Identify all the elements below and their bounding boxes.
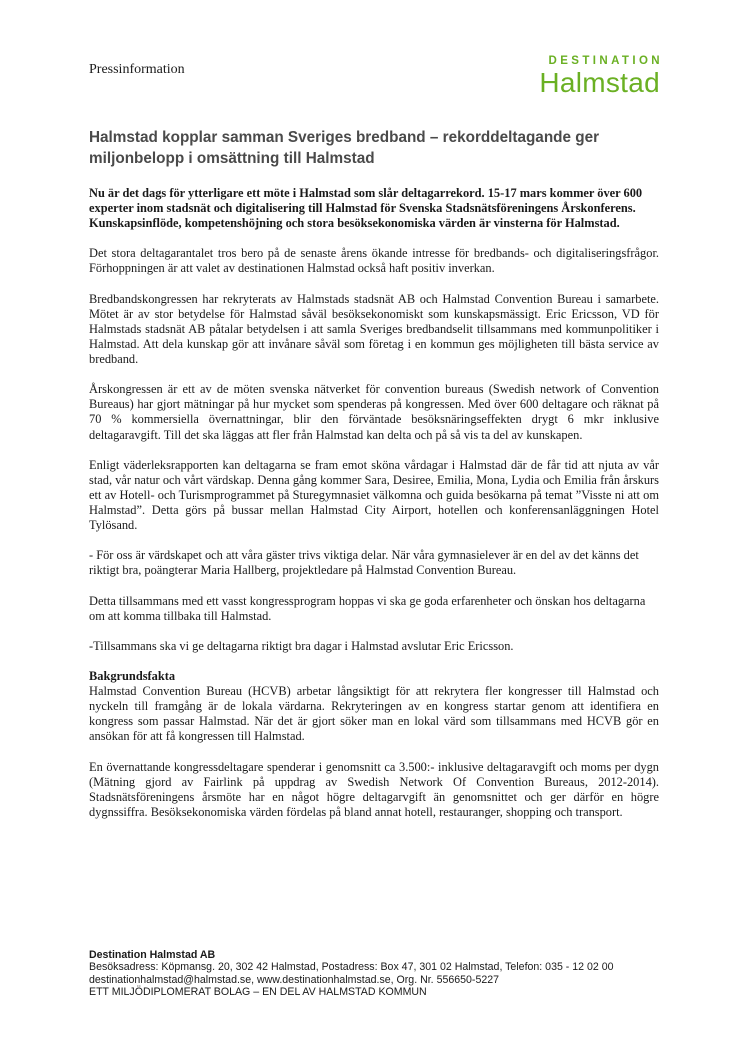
article-body — [89, 186, 659, 835]
document-type-label: Pressinformation — [89, 62, 185, 77]
press-release-title: Halmstad kopplar samman Sveriges bredband – rekorddeltagande ger miljonbelopp i omsättning till Halmstad — [89, 129, 600, 167]
quote-paragraph: - För oss är värdskapet och att våra gäster trivs viktiga delar. När våra gymnasielever är en del av det känns det riktigt bra, poängterar Maria Hallberg, projektledare på Halmstad Convention Bureau. — [89, 548, 639, 578]
background-paragraph-2: En övernattande kongressdeltagare spenderar i genomsnitt ca 3.500:- inklusive deltagaravgift och moms per dygn (Mätning gjord av Fairlink på uppdrag av Swedish Network Of Convention Bureaus, 2012-2014). Stadsnätsföreningens årsmöte har en något högre deltagarvgift än genomsnittet och ger därför en högre dygnssiffra. Besöksekonomiska värden fördelas på bland annat hotell, restauranger, shopping och transport. — [89, 759, 659, 819]
body-paragraph-4: Enligt väderleksrapporten kan deltagarna se fram emot sköna vårdagar i Halmstad där de får tid att njuta av vår stad, vår natur och vårt värdskap. Denna gång kommer Sara, Desiree, Emilia, Mona, Lydia och Emilia från årskurs ett av Hotell- och Turismprogrammet på Sturegymnasiet välkomna och guida besökarna på temat ”Visste ni att om Halmstad”. Detta görs på bussar mellan Halmstad City Airport, hotellen och konferensanläggningen Hotel Tylösand. — [89, 457, 659, 533]
body-paragraph-3: Årskongressen är ett av de möten svenska nätverket för convention bureaus (Swedish network of Convention Bureaus) har gjort mätningar på hur mycket som spenderas på kongressen. Med över 600 deltagare och räknat på 70 % kommersiella övernattningar, blir den förväntade besöksnäringseffekten drygt 6 mkr inklusive deltagaravgift. Till det ska läggas att fler från Halmstad kan delta och på så vis ta del av kunskapen. — [89, 382, 659, 442]
logo-line-2: Halmstad — [539, 67, 660, 98]
footer-company: Destination Halmstad AB — [89, 949, 216, 961]
closing-quote: -Tillsammans ska vi ge deltagarna riktigt bra dagar i Halmstad avslutar Eric Ericsson. — [89, 638, 514, 653]
body-paragraph-2: Bredbandskongressen har rekryterats av Halmstads stadsnät AB och Halmstad Convention Bureau i samarbete. Mötet är av stor betydelse för Halmstad såväl besöksekonomiskt som kunskapsmässigt. Eric Ericsson, VD för Halmstads stadsnät AB påtalar betydelsen i att samla Sveriges bredbandselit tillsammans med kommunpolitiker i Halmstad. Att dela kunskap gör att invånare såväl som företag i en kommun ges möjligheten till bästa service av bredband. — [89, 291, 659, 367]
footer-address: Besöksadress: Köpmansg. 20, 302 42 Halmstad, Postadress: Box 47, 301 02 Halmstad, Telefon: 035 - 12 02 00 — [89, 961, 614, 974]
footer-tagline: ETT MILJÖDIPLOMERAT BOLAG – EN DEL AV HALMSTAD KOMMUN — [89, 985, 427, 998]
logo-line-1: DESTINATION — [548, 55, 663, 67]
background-paragraph-1: Halmstad Convention Bureau (HCVB) arbetar långsiktigt för att rekrytera fler kongresser till Halmstad och nyckeln till framgång är de lokala värdarna. Rekryteringen av en kongress startar genom att identifiera en kongress som passar Halmstad. När det är gjort söker man en lokal värd som tillsammans med HCVB gör en ansökan för att få kongressen till Halmstad. — [89, 684, 659, 744]
background-section — [89, 669, 659, 744]
lead-paragraph: Nu är det dags för ytterligare ett möte i Halmstad som slår deltagarrekord. 15-17 mars kommer över 600 experter inom stadsnät och digitalisering till Halmstad för Svenska Stadsnätsföreningens Årskonferens. Kunskapsinflöde, kompetenshöjning och stora besöksekonomiska värden är vinsterna för Halmstad. — [89, 186, 643, 231]
destination-halmstad-logo — [516, 54, 663, 98]
footer-contact: destinationhalmstad@halmstad.se, www.destinationhalmstad.se, Org. Nr. 556650-5227 — [89, 973, 500, 986]
body-paragraph-1: Det stora deltagarantalet tros bero på de senaste årens ökande intresse för bredbands- och digitaliseringsfrågor. Förhoppningen är att valet av destinationen Halmstad också haft positiv inverkan. — [89, 246, 659, 276]
background-heading: Bakgrundsfakta — [89, 669, 176, 683]
footer — [89, 949, 669, 998]
body-paragraph-6: Detta tillsammans med ett vasst kongressprogram hoppas vi ska ge goda erfarenheter och önskan hos deltagarna om att komma tillbaka till Halmstad. — [89, 593, 646, 623]
